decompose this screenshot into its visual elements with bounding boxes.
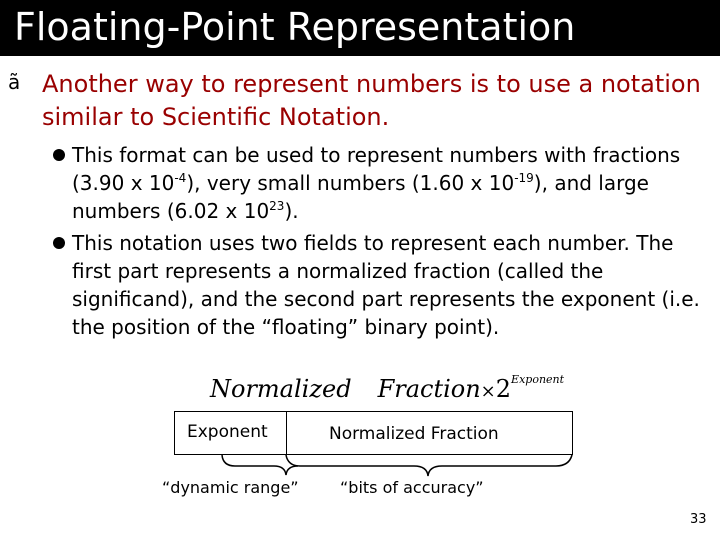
sub-bullet-1-text-b: ), very small numbers (1.60 x 10 bbox=[186, 171, 515, 195]
dynamic-range-label: “dynamic range” bbox=[162, 478, 299, 497]
main-bullet-text: Another way to represent numbers is to use a notation similar to Scientific Notation. bbox=[42, 70, 701, 131]
formula-base: 2 bbox=[495, 375, 512, 403]
slide-title: Floating-Point Representation bbox=[14, 5, 576, 49]
exponent-sup: 23 bbox=[269, 199, 285, 213]
exponent-sup: -4 bbox=[174, 171, 187, 185]
formula-fraction: Fraction bbox=[377, 375, 481, 403]
formula-normalized: Normalized bbox=[210, 375, 352, 403]
page-number: 33 bbox=[690, 512, 707, 527]
fraction-brace-shape bbox=[286, 455, 572, 476]
main-bullet-icon: ã bbox=[8, 70, 21, 94]
formula-times: × bbox=[480, 381, 496, 402]
formula-exponent: Exponent bbox=[511, 373, 565, 386]
sub-bullet-1-text-d: ). bbox=[284, 199, 299, 223]
sub-bullet-1-text-c: ), and large numbers (6.02 x 10 bbox=[72, 171, 649, 223]
sub-bullet-1-text-a: This format can be used to represent numbers with fractions (3.90 x 10 bbox=[72, 143, 681, 195]
exponent-field-label: Exponent bbox=[187, 422, 268, 442]
sub-bullet-2-text: This notation uses two fields to represent each number. The first part represents a normalized fraction (called the significand), and the second part represents the exponent (i.e. the position of the “floating” binary point). bbox=[72, 231, 700, 339]
fraction-field-label: Normalized Fraction bbox=[329, 424, 499, 444]
bits-of-accuracy-label: “bits of accuracy” bbox=[340, 478, 484, 497]
exponent-sup: -19 bbox=[514, 171, 534, 185]
